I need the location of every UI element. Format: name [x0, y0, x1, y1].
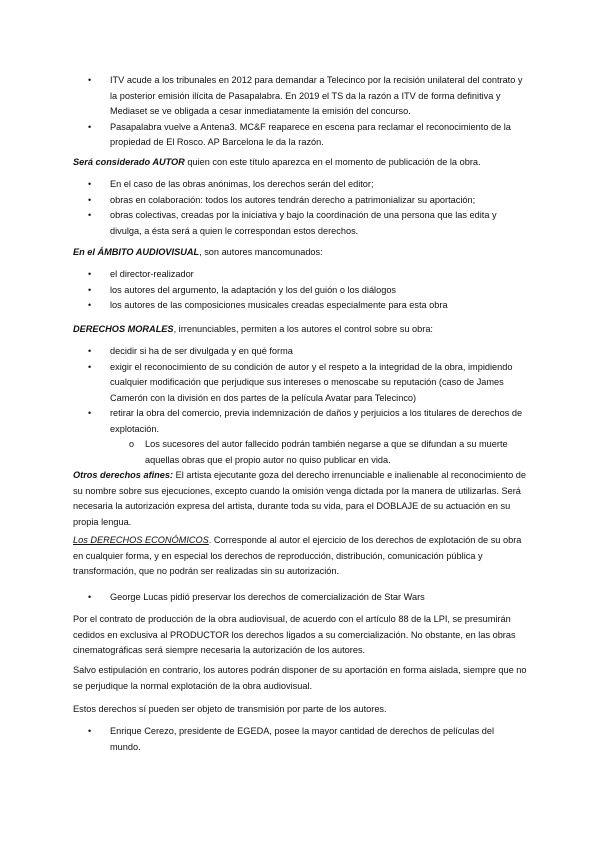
list-item: • Enrique Cerezo, presidente de EGEDA, posee la mayor cantidad de derechos de películas del mundo.: [88, 726, 495, 752]
list-pasapalabra: [73, 73, 527, 151]
bullet-icon: •: [88, 361, 92, 372]
bullet-icon: •: [88, 300, 92, 310]
list-autor: [73, 177, 527, 239]
list-item: • los autores de las composiciones musicales creadas especialmente para esta obra: [73, 298, 527, 314]
list-item: • retirar la obra del comercio, previa indemnización de daños y perjuicios a los titulares de derechos de explotación.: [88, 408, 523, 434]
paragraph-morales: DERECHOS MORALES, irrenunciables, permiten a los autores el control sobre su obra:: [73, 324, 433, 334]
paragraph-ambito: En el ÁMBITO AUDIOVISUAL, son autores mancomunados:: [73, 247, 323, 257]
sub-list-item: o Los sucesores del autor fallecido podrán también negarse a que se difundan a su muerte aquellas obras que el propio autor no quiso publicar en vida.: [129, 439, 508, 465]
paragraph-lead: Será considerado AUTOR: [73, 157, 185, 167]
paragraph-estos: Estos derechos sí pueden ser objeto de transmisión por parte de los autores.: [73, 704, 387, 714]
paragraph-afines: Otros derechos afines: El artista ejecutante goza del derecho irrenunciable e inalienable al reconocimiento de su nombre sobre sus ejecuciones, excepto cuando la omisión venga dictada por la manera de utilizarlas. Será necesaria la autorización expresa del artista, durante toda su vida, para el DOBLAJE de su actuación en su propia lengua.: [73, 470, 526, 527]
paragraph-salvo: Salvo estipulación en contrario, los autores podrán disponer de su aportación en forma aislada, siempre que no se perjudique la normal explotación de la obra audiovisual.: [73, 665, 527, 691]
list-item: • el director-realizador: [73, 267, 527, 283]
list-item: • Pasapalabra vuelve a Antena3. MC&F reaparece en escena para reclamar el reconocimiento de la propiedad de El Rosco. AP Barcelona le da la razón.: [88, 121, 511, 147]
bullet-icon: •: [88, 592, 92, 602]
list-item: • los autores del argumento, la adaptación y los del guión o los diálogos: [73, 283, 527, 299]
paragraph-autor: Será considerado AUTOR quien con este título aparezca en el momento de publicación de la obra.: [73, 157, 481, 167]
paragraph-lead: Los DERECHOS ECONÓMICOS: [73, 535, 209, 545]
list-ambito: [73, 267, 527, 314]
list-egeda: [73, 724, 527, 755]
bullet-icon: •: [88, 121, 92, 132]
list-item: • decidir si ha de ser divulgada y en qué forma: [73, 344, 527, 360]
list-item: • obras en colaboración: todos los autores tendrán derecho a patrimonializar su aportación;: [73, 193, 527, 209]
circle-bullet-icon: o: [129, 439, 135, 449]
list-morales: [73, 344, 527, 468]
bullet-icon: •: [88, 408, 92, 418]
list-item: • obras colectivas, creadas por la iniciativa y bajo la coordinación de una persona que las edita y divulga, a ésta será a quien le correspondan estos derechos.: [88, 210, 497, 236]
list-item: • ITV acude a los tribunales en 2012 para demandar a Telecinco por la recisión unilateral del contrato y la posterior emisión ilícita de Pasapalabra. En 2019 el TS da la razón a ITV de forma definitiva y Mediaset se ve obligada a cesar inmediatamente la emisión del concurso.: [88, 75, 523, 116]
bullet-icon: •: [88, 269, 92, 279]
bullet-icon: •: [88, 726, 92, 736]
paragraph-lead: DERECHOS MORALES: [73, 324, 174, 334]
list-lucas: [73, 590, 527, 606]
bullet-icon: •: [88, 346, 92, 356]
paragraph-contrato: Por el contrato de producción de la obra audiovisual, de acuerdo con el artículo 88 de la LPI, se presumirán cedidos en exclusiva al PRODUCTOR los derechos ligados a su comercialización. No obstante, en las obras cinematográficas será siempre necesaria la autorización de los autores.: [73, 614, 516, 655]
list-item: • En el caso de las obras anónimas, los derechos serán del editor;: [73, 177, 527, 193]
bullet-icon: •: [88, 284, 92, 295]
bullet-icon: •: [88, 194, 92, 205]
paragraph-lead: Otros derechos afines:: [73, 470, 174, 480]
paragraph-lead: En el ÁMBITO AUDIOVISUAL: [73, 247, 200, 257]
list-item: • George Lucas pidió preservar los derechos de comercialización de Star Wars: [73, 590, 527, 606]
paragraph-economicos: Los DERECHOS ECONÓMICOS. Corresponde al autor el ejercicio de los derechos de explotación de su obra en cualquier forma, y en especial los derechos de reproducción, distribución, comunicación pública y transformación, que no podrán ser realizadas sin su autorización.: [73, 535, 522, 576]
bullet-icon: •: [88, 75, 92, 85]
list-item: • exigir el reconocimiento de su condición de autor y el respeto a la integridad de la obra, impidiendo cualquier modificación que perjudique sus intereses o menoscabe su reputación (caso de James Camerón con la división en dos partes de la película Avatar para Telecinco): [88, 361, 513, 403]
bullet-icon: •: [88, 179, 92, 189]
bullet-icon: •: [88, 210, 92, 220]
